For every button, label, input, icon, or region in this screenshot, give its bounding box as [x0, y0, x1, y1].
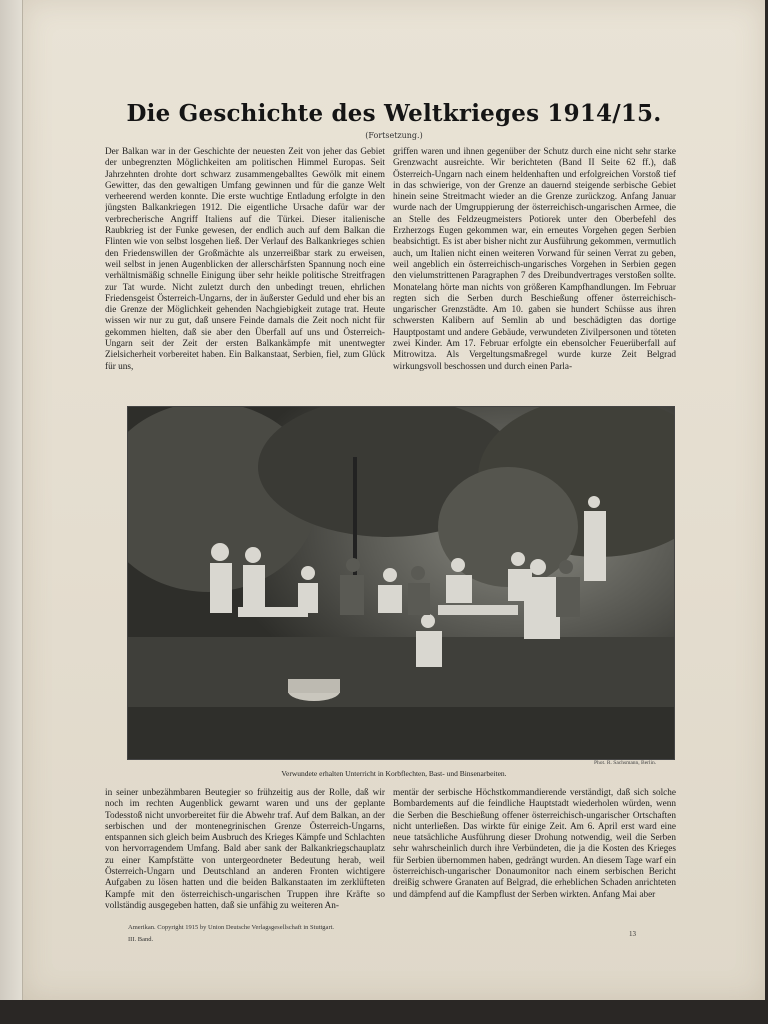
article-column-top-left: Der Balkan war in der Geschichte der neuesten Zeit von jeher das Gebiet der unbegrenzten Möglichkeiten am politischen Himmel Europas. Seit Jahrzehnten drohte dort schwarz zusammengeballtes Gewölk mit einem Gewitter, das den gewaltigen Umfang gewinnen und für die ganze Welt verheerend werden konnte. Die erste wuchtige Entladung erfolgte in den jüngsten Balkankriegen 1912. Die eigentliche Ursache dafür war der verbrecherische Angriff Italiens auf die Türkei. Dieser italienische Raubkrieg ist der Funke gewesen, der endlich auch auf dem Balkan die Flinten wie von selbst losgehen ließ. Der Verlauf des Balkankrieges schien den Friedenswillen der Großmächte als unzerreißbar stark zu erweisen, weil selbst in jenen Augenblicken der allerschärfsten Spannung noch eine verhältnismäßig schnelle Einigung über sehr heikle politische Streitfragen zur Tat wurde. Nicht zuletzt durch den unbedingt treuen, ehrlichen Friedensgeist Österreich-Ungarns, der in äußerster Geduld und eher bis an die Grenze der Möglichkeit gehenden Nachgiebigkeit zutage trat. Heute wissen wir nur zu gut, daß unsere Feinde damals die Zeit noch nicht für gekommen hielten, daß sie aber den Überfall auf uns und Österreich-Ungarn seit der Zeit der ersten Balkankämpfe mit unentwegter Zielsicherheit vorbereitet haben. Ein Balkanstaat, Serbien, fiel, zum Glück für uns, [105, 147, 385, 372]
page-number: 13 [629, 930, 636, 938]
article-column-bottom-right: mentär der serbische Höchstkommandierende verständigt, daß sich solche Bombardements auf die feindliche Hauptstadt wiederholen würden, wenn die Serben die Beschießung offener österreichisch-ungarischer Ortschaften nicht unterließen. Das wirkte für einige Zeit. Am 6. April erst ward eine neue tatsächliche Ausführung dieser Drohung notwendig, weil die Serben sehr wahrscheinlich durch ihre Verbündeten, die ja die Kosten des Krieges für Serbien übernommen haben, gedrängt wurden. An diesem Tage warf ein österreichisch-ungarischer Donaumonitor nach einem serbischen Bericht dreißig schwere Granaten auf Belgrad, die erheblichen Schaden anrichteten und dämpfend auf die Kampflust der Serben wirkten. Anfang Mai aber [393, 788, 676, 900]
page-title: Die Geschichte des Weltkrieges 1914/15. [126, 100, 662, 127]
volume-label: III. Band. [128, 936, 154, 943]
photo-illustration [128, 407, 674, 759]
article-column-top-right: griffen waren und ihnen gegenüber der Schutz durch eine nicht sehr starke Grenzwacht ausreichte. Wir berichteten (Band II Seite 62 ff.), daß Österreich-Ungarn nach einem heldenhaften und erfolgreichen Vorstoß tief in das schwierige, von der Grenze an dauernd steigende serbische Gebiet hinein seine Streitmacht wieder an die Grenze zurückzog. Anfang Januar wurde nach der Umgruppierung der österreichisch-ungarischen Armee, die an Stelle des Feldzeugmeisters Potiorek unter den Oberbefehl des Erzherzogs Eugen gekommen war, ein erneutes Vorgehen gegen Serbien beabsichtigt. Es ist aber bisher nicht zur Ausführung gekommen, vermutlich auch, um Italien nicht einen weiteren Vorwand für seinen Verrat zu geben, weil angeblich ein österreichisch-ungarisches Vorgehen in Serbien gegen den vielumstrittenen Paragraphen 7 des Dreibundvertrages verstoßen sollte. Monatelang hörte man nichts von größeren Kampfhandlungen. Im Februar regten sich die Serben durch Beschießung offener österreichisch-ungarischer Grenzstädte. Am 10. gaben sie hundert Schüsse aus ihren schwersten Kalibern auf Semlin ab und beschädigten das dortige Hauptpostamt und andere Gebäude, verwundeten Zivilpersonen und töteten zwei Kinder. Am 17. Februar erfolgte ein ebensolcher Feuerüberfall auf Mitrowitza. Als Vergeltungsmaßregel wurde kurze Zeit Belgrad wirkungsvoll beschossen und durch einen Parla- [393, 147, 676, 372]
photo-credit: Phot. R. Sachsmann, Berlin. [594, 760, 657, 766]
photograph [127, 406, 675, 760]
continuation-note: (Fortsetzung.) [365, 131, 423, 140]
document-page [22, 0, 765, 1000]
copyright-line: Amerikan. Copyright 1915 by Union Deutsche Verlagsgesellschaft in Stuttgart. [128, 924, 335, 931]
photo-caption: Verwundete erhalten Unterricht in Korbflechten, Bast- und Binsenarbeiten. [281, 769, 507, 778]
article-column-bottom-left: in seiner unbezähmbaren Beutegier so frühzeitig aus der Rolle, daß wir noch im rechten Augenblick gewarnt waren und uns der geplante Todesstoß nicht unvorbereitet für die Abwehr traf. Auf dem Balkan, an der serbischen und der montenegrinischen Grenze Österreich-Ungarns, entspannen sich gleich beim Ausbruch des Krieges Kämpfe und Schlachten von hervorragendem Umfang. Bald aber sank der Balkankriegschauplatz zu einer Kampfstätte von untergeordneter Bedeutung herab, weil Österreich-Ungarn und Deutschland an anderen Fronten wichtigere Aufgaben zu lösen hatten und die beiden Balkanstaaten im zerklüfteten Kampfe mit den österreichisch-ungarischen Truppen ihre Kräfte so vollständig ausgegeben hatten, daß sie unfähig zu weiteren An- [105, 788, 385, 911]
